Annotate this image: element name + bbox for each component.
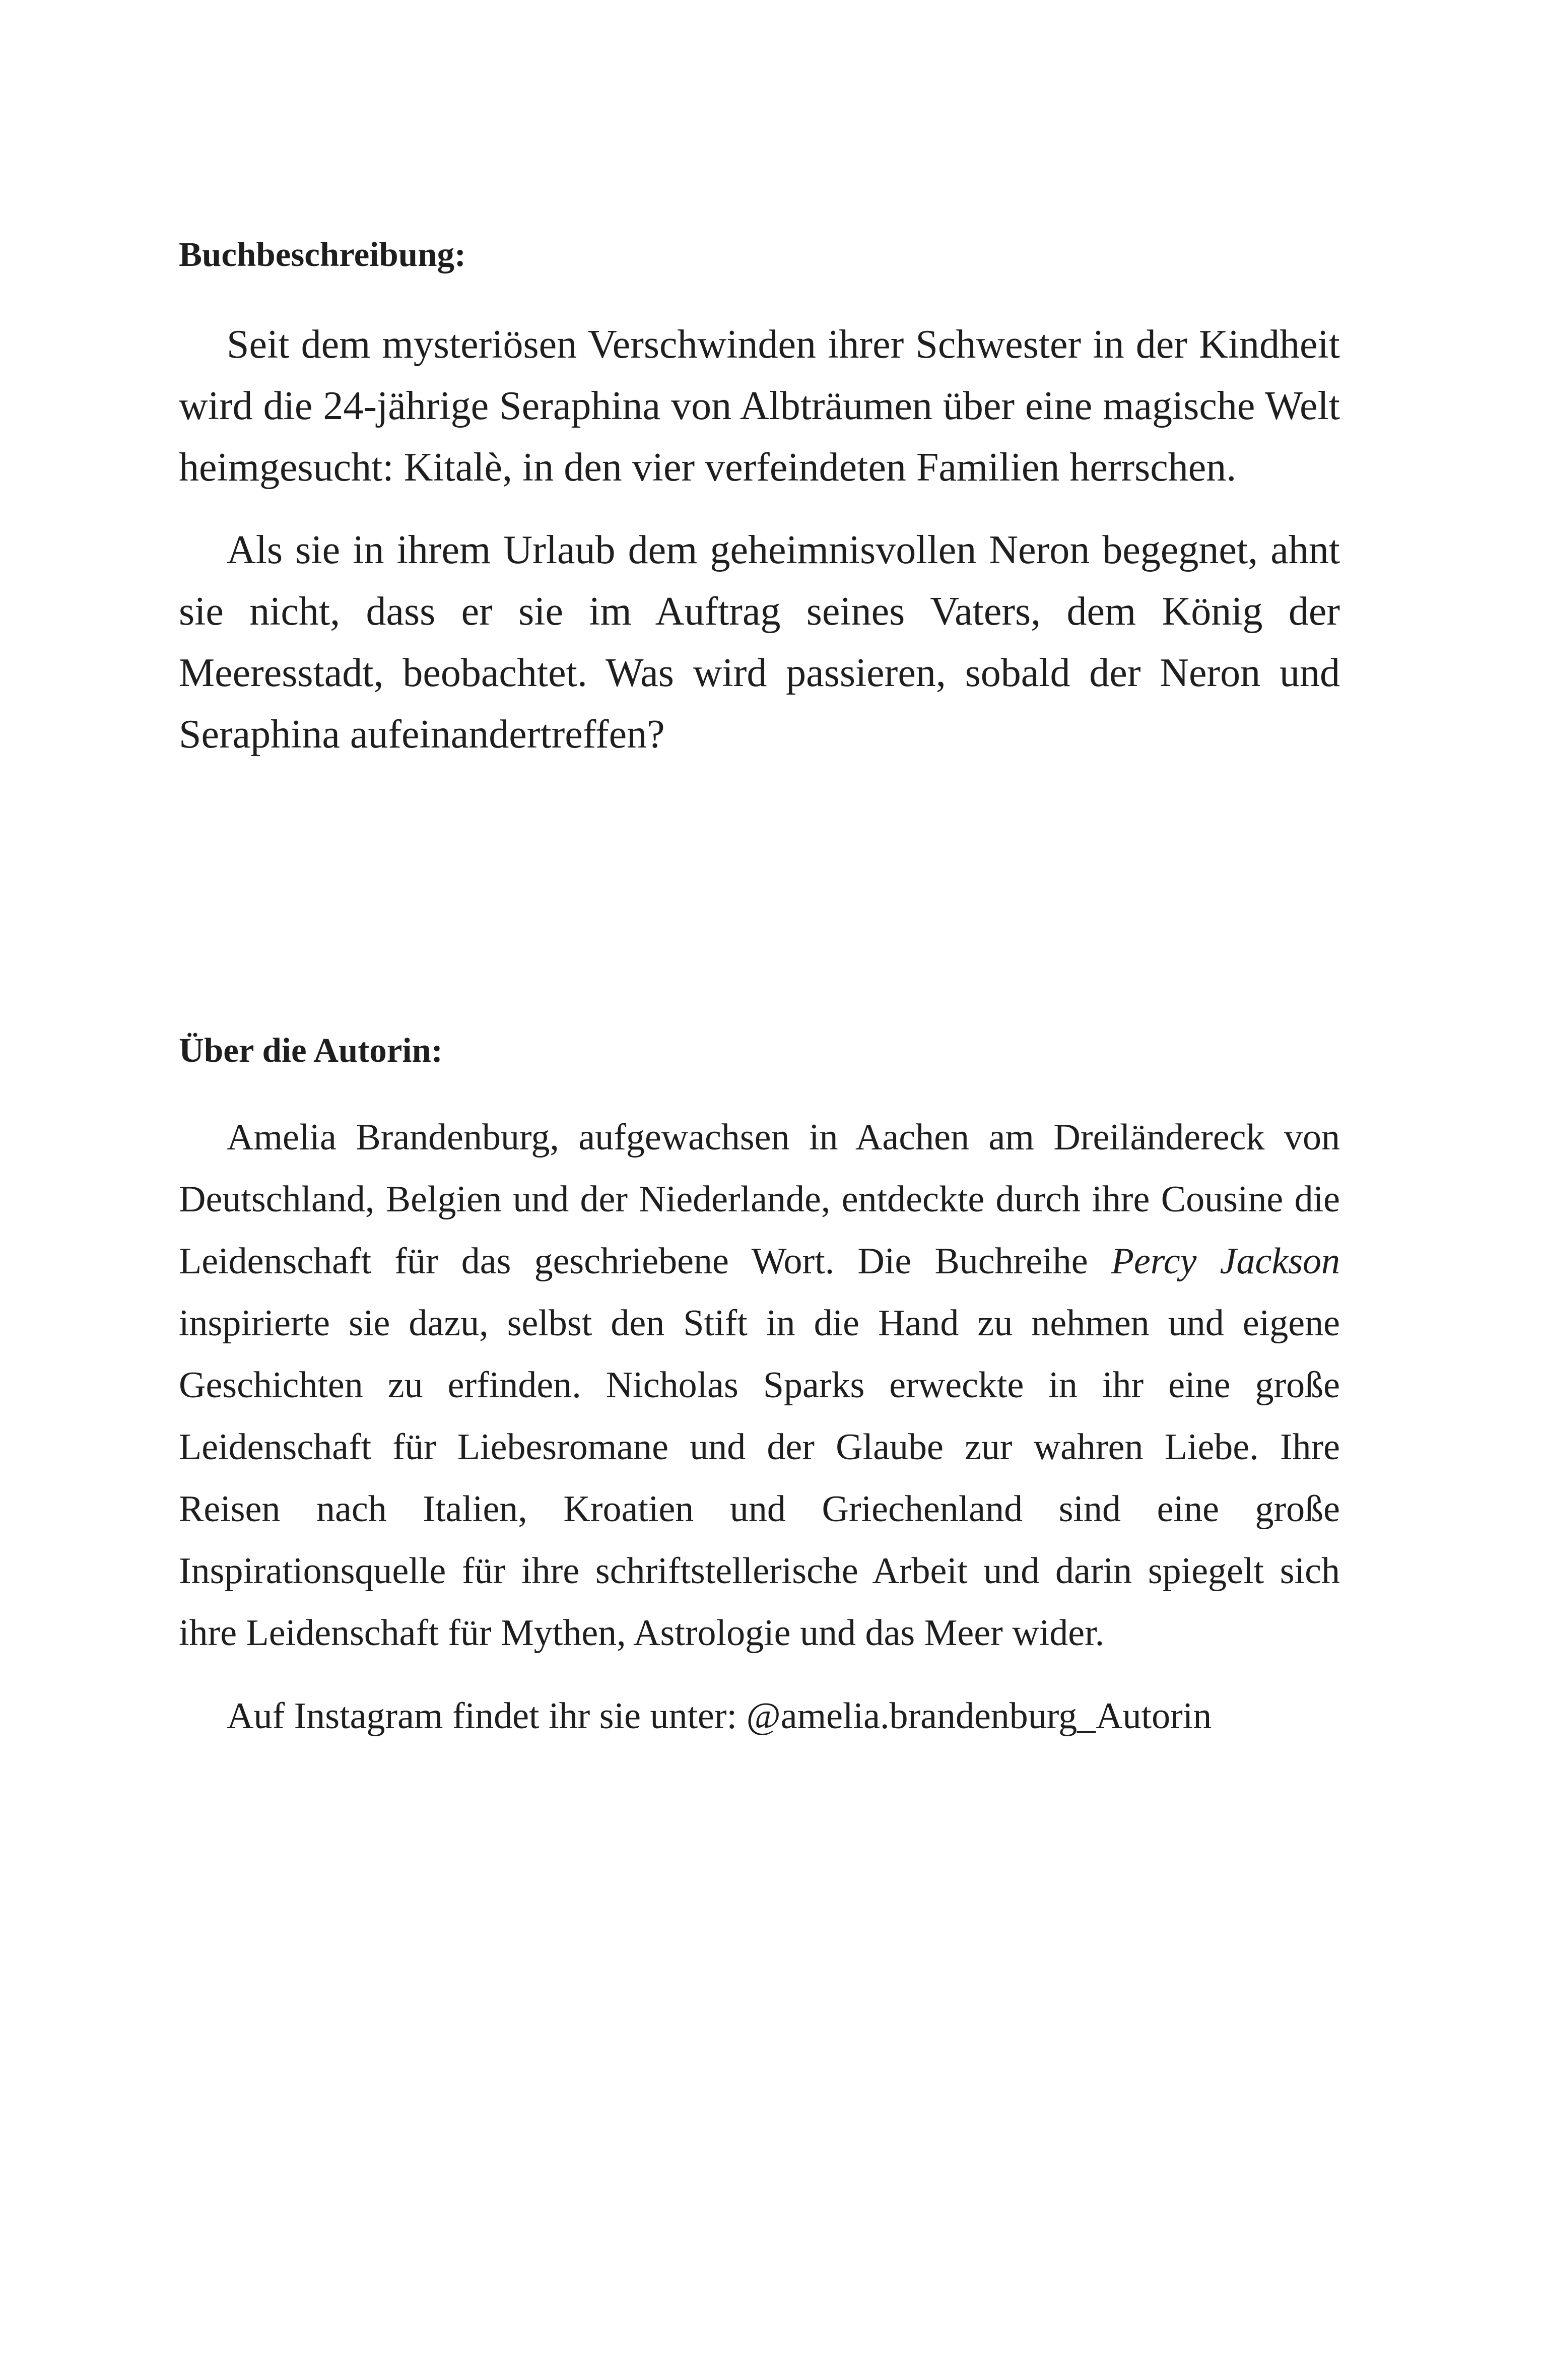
book-description-paragraph-1: Seit dem mysteriösen Verschwinden ihrer Schwester in der Kindheit wird die 24-jährige Seraphina von Albträumen über eine magische Welt heimgesucht: Kitalè, in den vier verfeindeten Familien herrschen.	[179, 322, 1340, 490]
book-series-title: Percy Jackson	[1111, 1241, 1340, 1282]
about-author-section	[179, 1030, 1340, 1747]
author-bio-part-1: Amelia Brandenburg, aufgewachsen in Aachen am Dreiländereck von Deutschland, Belgien und der Niederlande, entdeckte durch ihre Cousine die Leidenschaft für das geschriebene Wort. Die Buchreihe	[179, 1117, 1340, 1282]
instagram-line: Auf Instagram findet ihr sie unter: @amelia.brandenburg_Autorin	[227, 1695, 1212, 1737]
about-author-paragraph	[179, 1107, 1340, 1664]
book-description-section	[179, 234, 1340, 765]
author-bio-part-2: inspirierte sie dazu, selbst den Stift in die Hand zu nehmen und eigene Geschichten zu erfinden. Nicholas Sparks erweckte in ihr eine große Leidenschaft für Liebesromane und der Glaube zur wahren Liebe. Ihre Reisen nach Italien, Kroatien und Griechenland sind eine große Inspirationsquelle für ihre schriftstellerische Arbeit und darin spiegelt sich ihre Leidenschaft für Mythen, Astrologie und das Meer wider.	[179, 1303, 1340, 1654]
book-description-paragraph-2: Als sie in ihrem Urlaub dem geheimnisvollen Neron begegnet, ahnt sie nicht, dass er sie im Auftrag seines Vaters, dem König der Meeresstadt, beobachtet. Was wird passieren, sobald der Neron und Seraphina aufeinandertreffen?	[179, 528, 1340, 757]
book-description-heading: Buchbeschreibung:	[179, 235, 466, 274]
about-author-heading: Über die Autorin:	[179, 1031, 443, 1069]
